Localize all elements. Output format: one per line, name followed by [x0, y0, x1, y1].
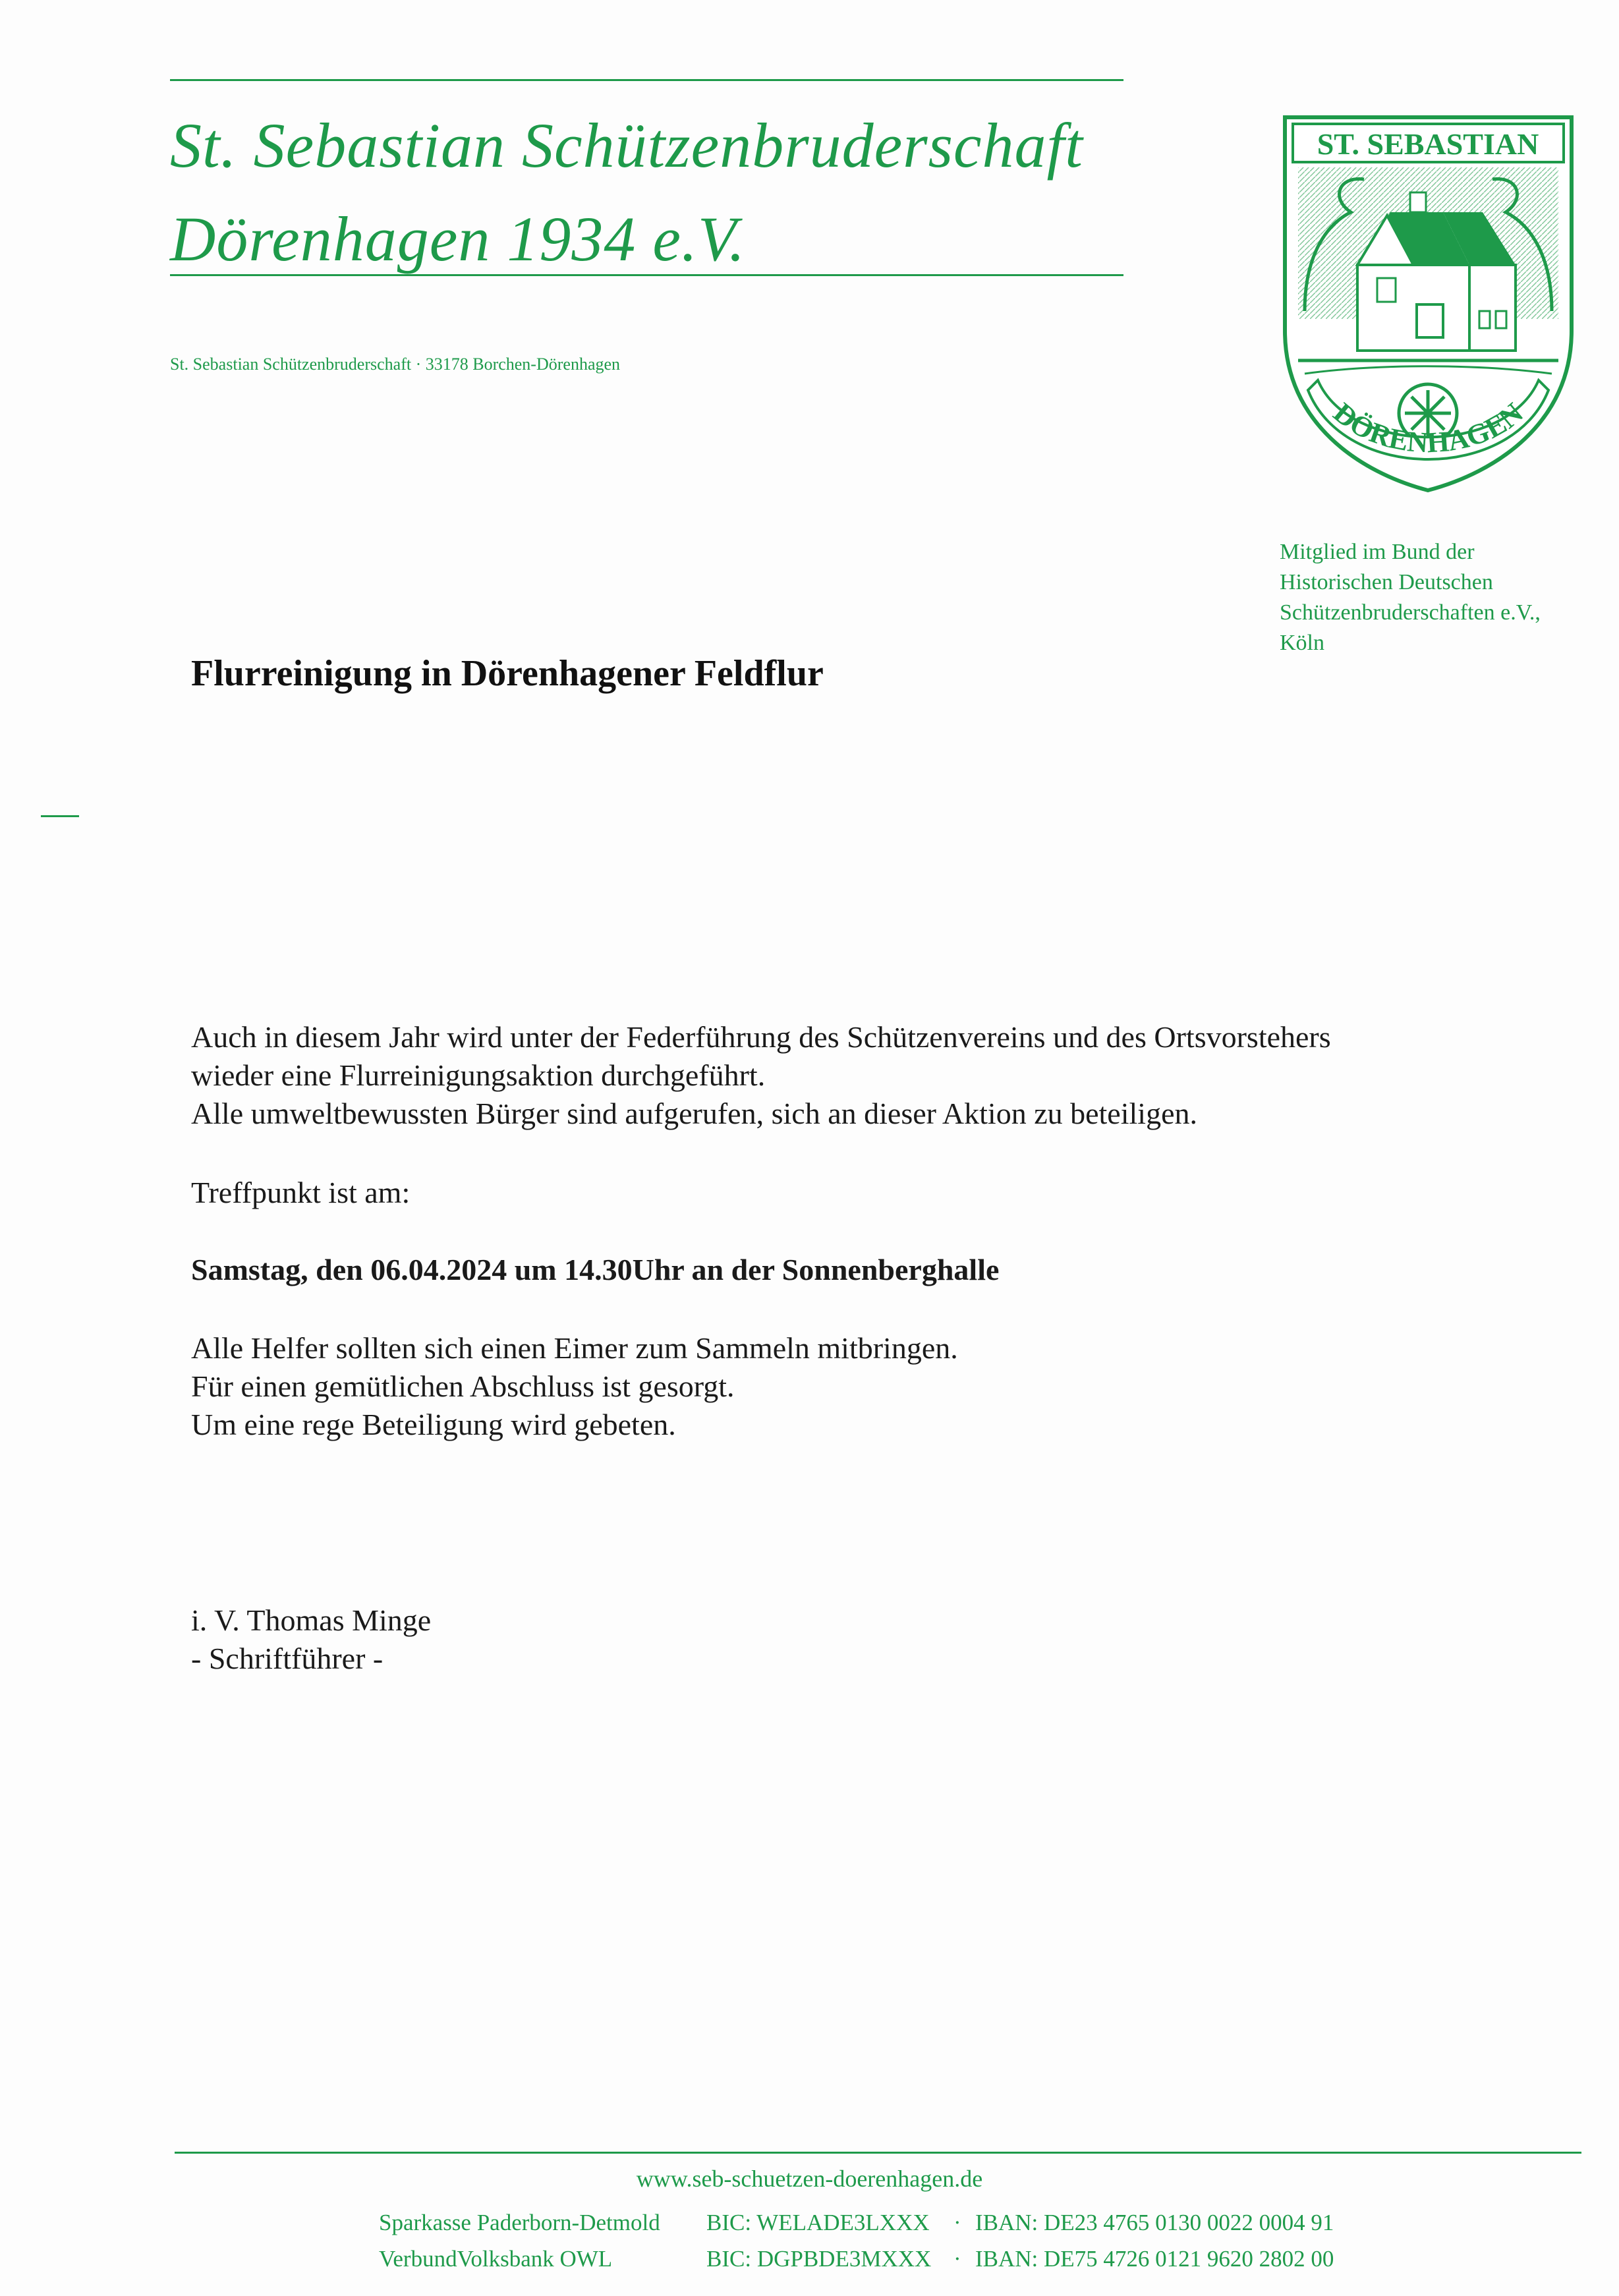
- club-crest: [1278, 113, 1578, 494]
- header-bottom-rule: [170, 274, 1123, 276]
- membership-note: [1280, 537, 1596, 658]
- sender-address-line: St. Sebastian Schützenbruderschaft · 33178 Borchen-Dörenhagen: [170, 355, 621, 374]
- membership-line: Schützenbruderschaften e.V.,: [1280, 600, 1541, 625]
- signature-name: i. V. Thomas Minge: [191, 1603, 432, 1637]
- note-line: Um eine rege Beteiligung wird gebeten.: [191, 1408, 676, 1441]
- organization-title-line2: Dörenhagen 1934 e.V.: [170, 204, 746, 274]
- crest-icon: [1278, 113, 1578, 494]
- fold-mark: [41, 815, 79, 817]
- signature-block: [191, 1601, 1509, 1678]
- letter-notes: [191, 1329, 1509, 1444]
- intro-line: wieder eine Flurreinigungsaktion durchgeführt.: [191, 1058, 766, 1092]
- crest-top-text: ST. SEBASTIAN: [1317, 127, 1539, 161]
- footer-website[interactable]: www.seb-schuetzen-doerenhagen.de: [636, 2166, 983, 2192]
- membership-line: Mitglied im Bund der: [1280, 540, 1475, 564]
- note-line: Alle Helfer sollten sich einen Eimer zum Sammeln mitbringen.: [191, 1331, 958, 1365]
- intro-line: Auch in diesem Jahr wird unter der Federführung des Schützenvereins und des Ortsvorstehers: [191, 1020, 1331, 1054]
- bank-bic: BIC: DGPBDE3MXXX: [706, 2246, 932, 2272]
- membership-line: Historischen Deutschen: [1280, 570, 1493, 594]
- note-line: Für einen gemütlichen Abschluss ist gesorgt.: [191, 1369, 735, 1403]
- meeting-details: Samstag, den 06.04.2024 um 14.30Uhr an der Sonnenberghalle: [191, 1253, 1000, 1286]
- bank-separator: ·: [953, 2246, 961, 2272]
- crest-bottom-text: DÖRENHAGEN: [1327, 396, 1529, 459]
- intro-line: Alle umweltbewussten Bürger sind aufgerufen, sich an dieser Aktion zu beteiligen.: [191, 1097, 1197, 1130]
- bank-iban: IBAN: DE23 4765 0130 0022 0004 91: [975, 2210, 1334, 2235]
- header-top-rule: [170, 79, 1123, 81]
- signature-role: - Schriftführer -: [191, 1642, 383, 1675]
- organization-title-line1: St. Sebastian Schützenbruderschaft: [170, 110, 1083, 181]
- bank-iban: IBAN: DE75 4726 0121 9620 2802 00: [975, 2246, 1334, 2272]
- meeting-label: Treffpunkt ist am:: [191, 1176, 411, 1209]
- organization-title: [170, 99, 1158, 286]
- bank-separator: ·: [953, 2210, 961, 2235]
- footer-rule: [175, 2152, 1581, 2154]
- bank-name: Sparkasse Paderborn-Detmold: [379, 2210, 660, 2235]
- bank-name: VerbundVolksbank OWL: [379, 2246, 613, 2272]
- membership-line: Köln: [1280, 631, 1324, 655]
- letter-intro: [191, 1018, 1509, 1133]
- letter-subject: Flurreinigung in Dörenhagener Feldflur: [191, 653, 824, 694]
- bank-bic: BIC: WELADE3LXXX: [706, 2210, 930, 2235]
